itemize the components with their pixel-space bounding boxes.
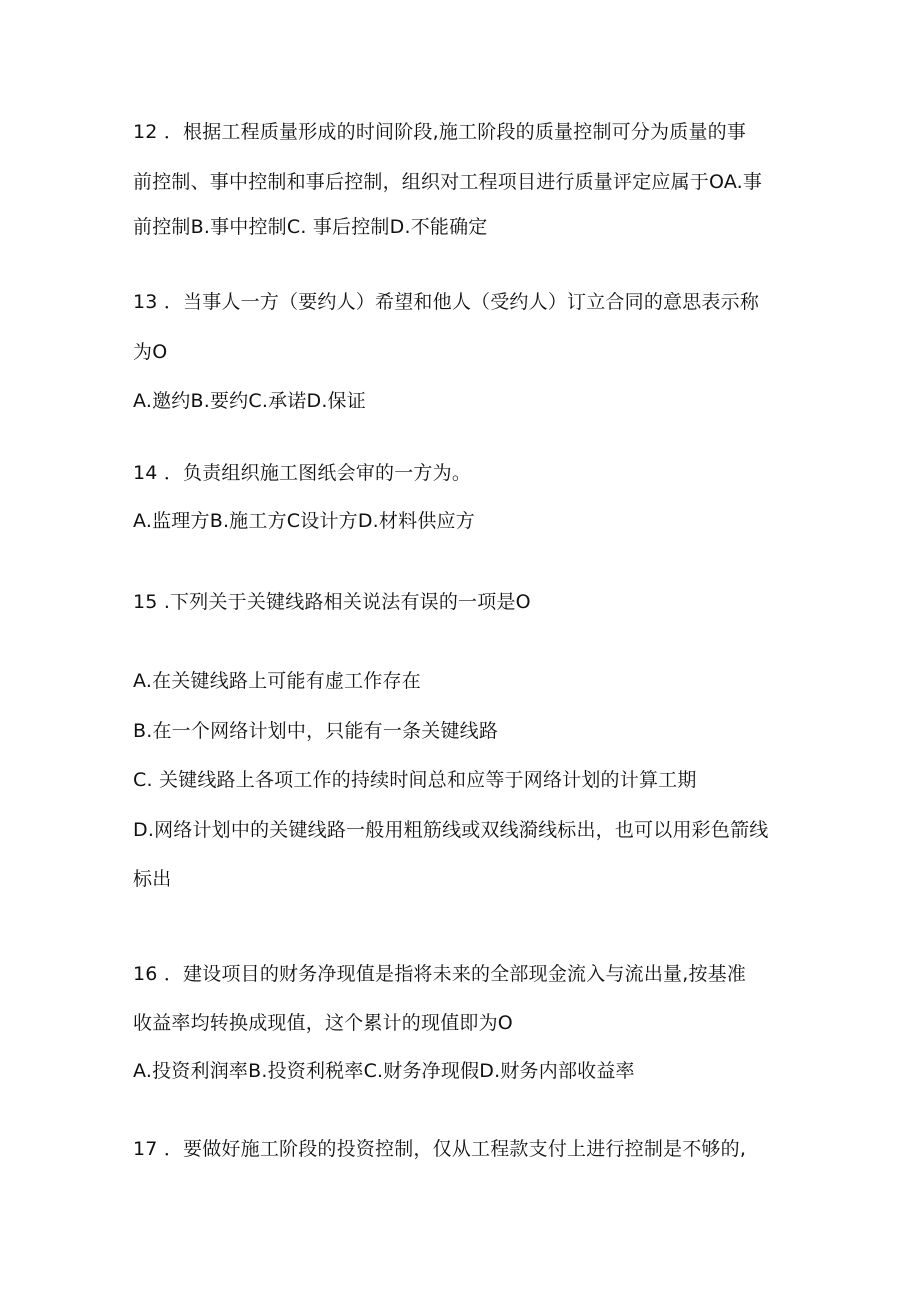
- question-15-option-a: A.在关键线路上可能有虚工作存在: [133, 670, 421, 692]
- question-15-option-b: B.在一个网络计划中，只能有一条关键线路: [133, 720, 499, 742]
- question-12-line-2: 前控制、事中控制和事后控制，组织对工程项目进行质量评定应属于OA.事: [133, 171, 763, 193]
- question-15-option-c: C. 关键线路上各项工作的持续时间总和应等于网络计划的计算工期: [133, 769, 697, 791]
- question-12-line-3: 前控制B.事中控制C. 事后控制D.不能确定: [133, 216, 488, 238]
- question-12-line-1: 12 ．根据工程质量形成的时间阶段,施工阶段的质量控制可分为质量的事: [133, 121, 747, 143]
- question-16-line-1: 16 ．建设项目的财务净现值是指将未来的全部现金流入与流出量,按基准: [133, 963, 747, 985]
- question-13-line-2: 为O: [133, 341, 168, 363]
- question-15-option-d-cont: 标出: [133, 868, 172, 890]
- question-16-options: A.投资利润率B.投资利税率C.财务净现假D.财务内部收益率: [133, 1060, 635, 1082]
- question-15-line-1: 15 .下列关于关键线路相关说法有误的一项是O: [133, 591, 531, 613]
- question-16-line-2: 收益率均转换成现值，这个累计的现值即为O: [133, 1012, 513, 1034]
- question-13-options: A.邀约B.要约C.承诺D.保证: [133, 390, 366, 412]
- question-15-option-d: D.网络计划中的关键线路一般用粗筋线或双线漪线标出，也可以用彩色箭线: [133, 819, 769, 841]
- question-14-options: A.监理方B.施工方C设计方D.材料供应方: [133, 510, 475, 532]
- question-17-line-1: 17 ．要做好施工阶段的投资控制，仅从工程款支付上进行控制是不够的,: [133, 1138, 747, 1160]
- question-14-line-1: 14 ．负责组织施工图纸会审的一方为。: [133, 462, 472, 484]
- question-13-line-1: 13 ．当事人一方（要约人）希望和他人（受约人）订立合同的意思表示称: [133, 291, 760, 313]
